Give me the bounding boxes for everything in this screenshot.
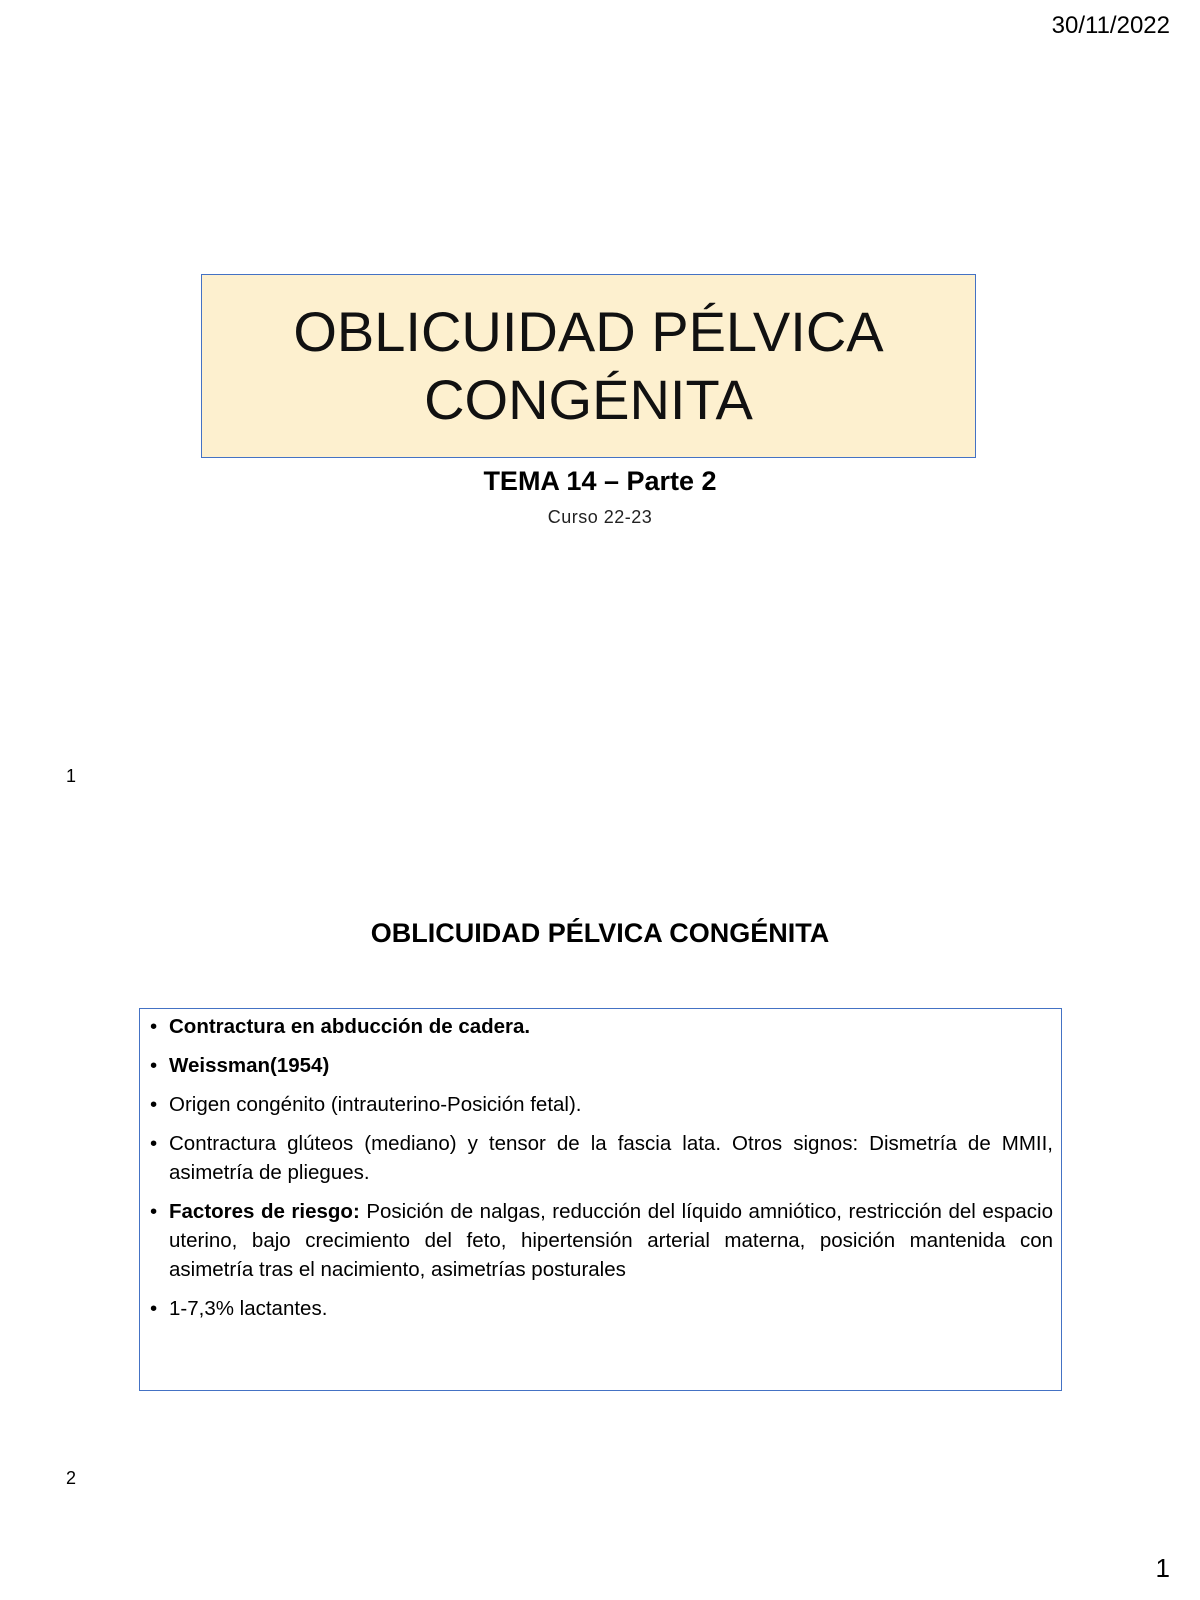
bullet-item	[146, 1197, 1053, 1284]
bullet-text: Posición de nalgas, reducción del líquido amniótico, restricción del espacio uterino, bajo crecimiento del feto, hipertensión arterial materna, posición mantenida con asimetría tras el nacimiento, asimetrías posturales	[169, 1200, 1054, 1281]
bullet-text: 1-7,3% lactantes.	[169, 1297, 328, 1320]
bullet-text: Origen congénito (intrauterino-Posición fetal).	[169, 1093, 582, 1116]
slide2-number: 2	[66, 1468, 77, 1488]
bullet-marker: •	[150, 1297, 158, 1320]
bullet-marker: •	[150, 1132, 158, 1155]
bullet-item	[146, 1294, 1053, 1323]
bullet-list	[146, 1012, 1053, 1323]
slide2-title: OBLICUIDAD PÉLVICA CONGÉNITA	[370, 918, 830, 948]
slide1-title	[293, 298, 883, 434]
header-date: 30/11/2022	[1051, 12, 1170, 39]
bullet-item	[146, 1051, 1053, 1080]
bullet-marker: •	[150, 1200, 158, 1223]
slide1-course: Curso 22-23	[547, 507, 653, 527]
slide1-title-box	[201, 274, 976, 458]
slide1-title-line2: CONGÉNITA	[424, 368, 753, 431]
slide1-subtitle: TEMA 14 – Parte 2	[483, 466, 717, 496]
slide2-bullet-box	[139, 1008, 1062, 1391]
bullet-item	[146, 1012, 1053, 1041]
slide1-number: 1	[66, 766, 77, 786]
page-number: 1	[1155, 1553, 1170, 1583]
bullet-marker: •	[150, 1015, 158, 1038]
bullet-marker: •	[150, 1054, 158, 1077]
bullet-bold: Contractura en abducción de cadera.	[169, 1015, 531, 1038]
bullet-bold: Weissman(1954)	[169, 1054, 330, 1077]
bullet-bold: Factores de riesgo:	[169, 1200, 360, 1223]
bullet-item	[146, 1090, 1053, 1119]
bullet-marker: •	[150, 1093, 158, 1116]
slide1-title-line1: OBLICUIDAD PÉLVICA	[293, 300, 884, 363]
bullet-text: Contractura glúteos (mediano) y tensor de la fascia lata. Otros signos: Dismetría de MMII, asimetría de pliegues.	[169, 1132, 1053, 1184]
bullet-item	[146, 1129, 1053, 1187]
